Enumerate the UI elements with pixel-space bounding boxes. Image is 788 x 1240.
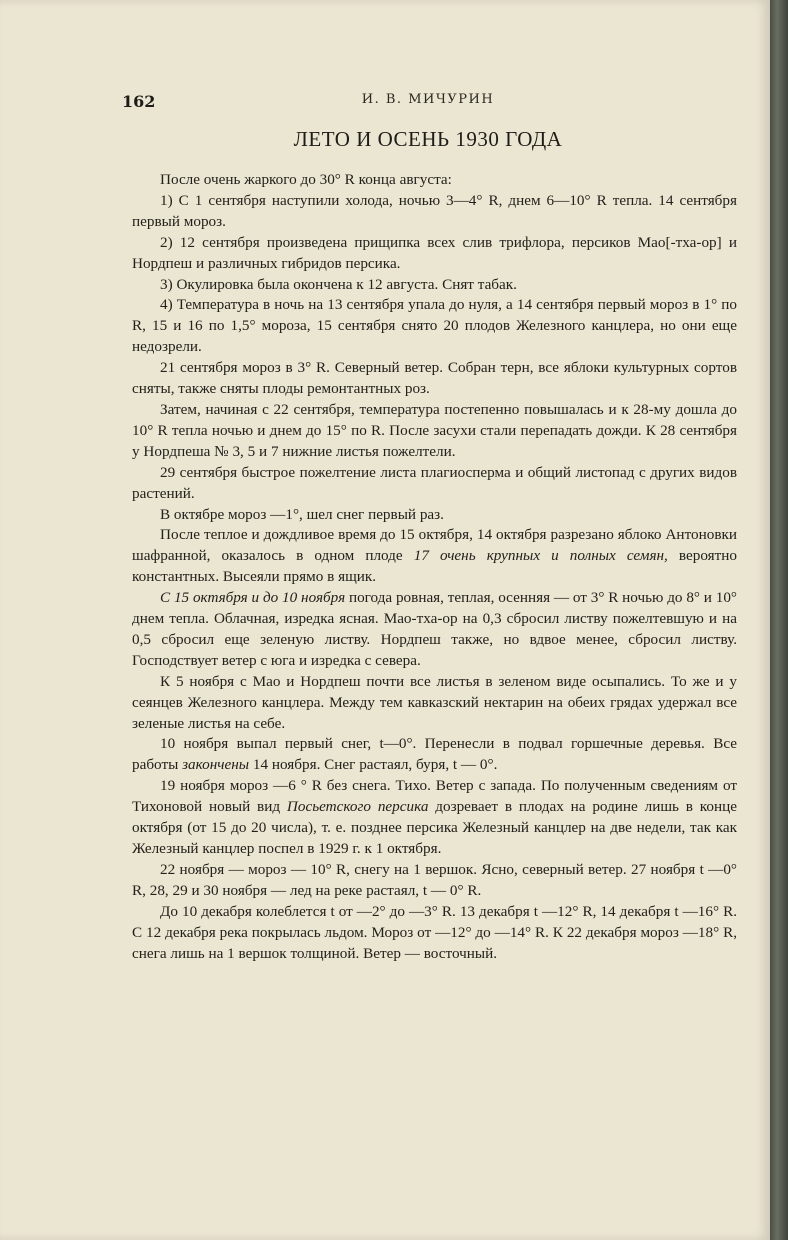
running-title: И. В. МИЧУРИН — [361, 92, 495, 107]
text-run: 14 ноября. Снег растаял, буря, t — 0°. — [249, 756, 498, 774]
text-run: вероятно константных. Высеяли прямо в ящик. — [132, 547, 737, 586]
italic-text: 17 очень крупных и полных семян, — [413, 547, 668, 565]
paragraph: После очень жаркого до 30° R конца августа: — [160, 171, 452, 188]
text-run: дозревает в плодах на родине лишь в конце октября (от 15 до 20 числа), т. е. позднее персика Железный канцлер на две недели, так как Железный канцлер поспел в 1929 г. к 1 октября. — [132, 798, 737, 857]
page-number: 162 — [122, 92, 156, 111]
running-header — [122, 92, 734, 112]
chapter-title: ЛЕТО И ОСЕНЬ 1930 ГОДА — [293, 127, 563, 151]
paragraph: К 5 ноября с Мао и Нордпеш почти все листья в зеленом виде осыпались. То же и у сеянцев Железного канцлера. Между тем кавказский нектарин на обеих грядах удержал все зеленые листья на себе. — [132, 672, 737, 732]
paragraph — [132, 734, 737, 776]
paragraph: Затем, начиная с 22 сентября, температура постепенно повышалась и к 28-му дошла до 10° R тепла ночью и днем до 15° по R. После засухи стали перепадать дожди. К 28 сентября у Нордпеша № 3, 5 и 7 нижние листья пожелтели. — [132, 400, 737, 460]
paragraph: 29 сентября быстрое пожелтение листа плагиосперма и общий листопад с других видов растений. — [132, 463, 737, 502]
paragraph: 2) 12 сентября произведена прищипка всех слив трифлора, персиков Мао[-тха-ор] и Нордпеш и различных гибридов персика. — [132, 233, 737, 272]
paragraph: 1) С 1 сентября наступили холода, ночью 3—4° R, днем 6—10° R тепла. 14 сентября первый мороз. — [132, 191, 737, 230]
paragraph: В октябре мороз —1°, шел снег первый раз. — [160, 505, 444, 523]
scan-edge — [770, 0, 788, 1240]
body-text — [132, 170, 737, 964]
paragraph: 21 сентября мороз в 3° R. Северный ветер. Собран терн, все яблоки культурных сортов сняты, также сняты плоды ремонтантных роз. — [132, 359, 737, 398]
text-run: погода ровная, теплая, осенняя — от 3° R ночью до 8° и 10° днем тепла. Облачная, изредка ясная. Мао-тха-ор на 0,3 сбросил листву пожелтевшую и на 0,5 сбросил еще зеленую листву. Нордпеш также, но вдвое менее, сбросил листву. Господствует ветер с юга и изредка с севера. — [132, 589, 738, 669]
italic-text: С 15 октября и до 10 ноября — [160, 589, 346, 607]
paragraph: 3) Окулировка была окончена к 12 августа. Снят табак. — [160, 275, 517, 293]
italic-text: закончены — [182, 756, 250, 774]
paragraph — [132, 588, 737, 672]
text-run: После теплое и дождливое время до 15 октября, 14 октября разрезано яблоко Антоновки шафранной, оказалось в одном плоде — [132, 526, 737, 565]
paragraph: 22 ноября — мороз — 10° R, снегу на 1 вершок. Ясно, северный ветер. 27 ноября t —0° R, 28, 29 и 30 ноября — лед на реке растаял, t — 0° R. — [132, 860, 737, 899]
paragraph: 4) Температура в ночь на 13 сентября упала до нуля, а 14 сентября первый мороз в 1° по R, 15 и 16 по 1,5° мороза, 15 сентября снято 20 плодов Железного канцлера, но они еще недозрели. — [132, 296, 737, 356]
paragraph: До 10 декабря колеблется t от —2° до —3° R. 13 декабря t —12° R, 14 декабря t —16° R. С 12 декабря река покрылась льдом. Мороз от —12° до —14° R. К 22 декабря мороз —18° R, снега лишь на 1 вершок толщиной. Ветер — восточный. — [132, 902, 737, 962]
italic-text: Посьетского персика — [286, 798, 429, 816]
text-run: 19 ноября мороз —6 ° R без снега. Тихо. Ветер с запада. По полученным сведениям от Тихоновой новый вид — [132, 777, 737, 816]
paragraph — [132, 776, 737, 860]
text-run: 10 ноября выпал первый снег, t—0°. Перенесли в подвал горшечные деревья. Все работы — [132, 735, 737, 774]
paragraph — [132, 525, 737, 588]
